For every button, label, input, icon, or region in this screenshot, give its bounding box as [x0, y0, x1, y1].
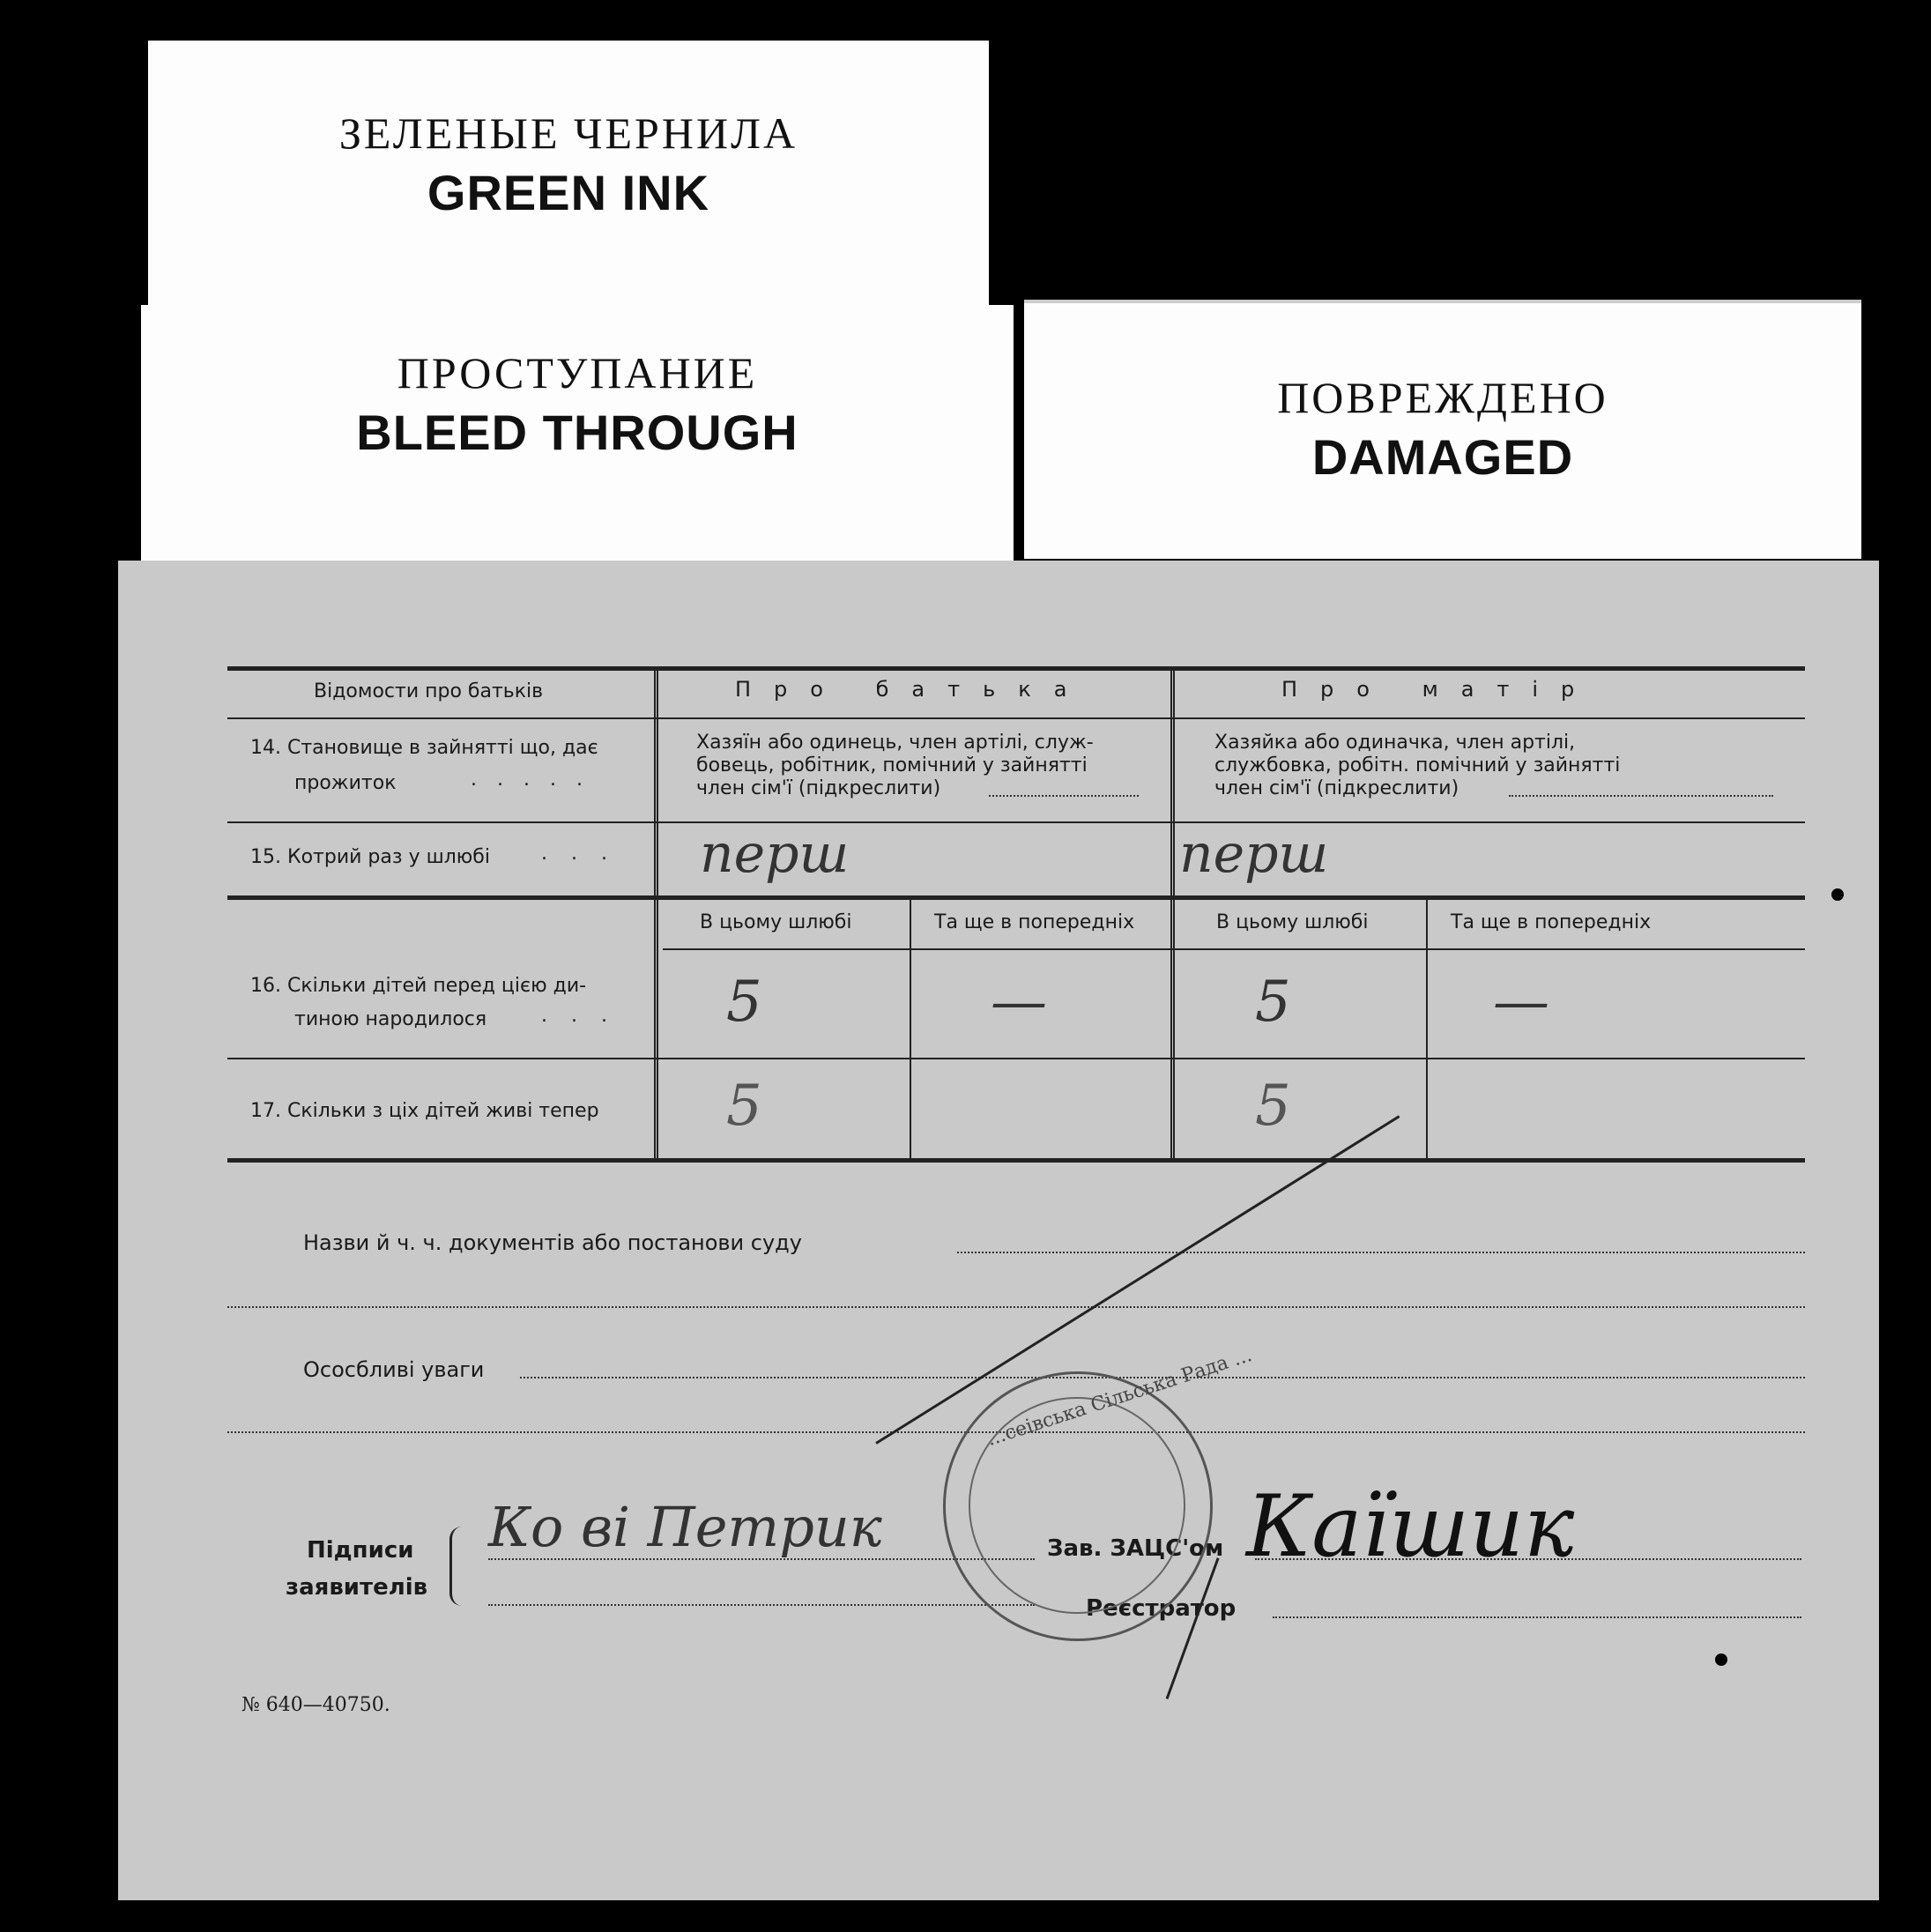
- col-divider-father-sub: [910, 899, 911, 1160]
- bleed-through-ru: ПРОСТУПАНИЕ: [397, 348, 758, 398]
- row14-mother-dotted: [1509, 795, 1773, 797]
- header-parents-info: Відомости про батьків: [314, 680, 544, 702]
- row14-label: 14. Становище в зайнятті що, дає: [250, 737, 598, 759]
- signatures-label-cont: заявителів: [286, 1574, 428, 1601]
- row16-mother-prev: —: [1493, 970, 1549, 1035]
- row14-father-line2: бовець, робітник, помічний у зайнятті: [696, 754, 1088, 777]
- row14-rule: [227, 821, 1805, 823]
- subheader-father-this: В цьому шлюбі: [700, 911, 852, 933]
- table-header-rule: [227, 717, 1805, 719]
- applicant-line-2: [488, 1604, 1035, 1606]
- row14-mother-line2: службовка, робітн. помічний у зайнятті: [1214, 754, 1621, 777]
- documents-label: Назви й ч. ч. документів або постанови суду: [303, 1230, 802, 1255]
- subheader-mother-this: В цьому шлюбі: [1216, 911, 1369, 933]
- signatures-label: Підписи: [307, 1537, 414, 1564]
- punch-hole: [1715, 1653, 1727, 1666]
- bleed-through-en: BLEED THROUGH: [356, 405, 798, 460]
- row16-father-prev: —: [991, 970, 1047, 1035]
- row14-mother-line3: член сім'ї (підкреслити): [1214, 777, 1459, 799]
- registrar-label: Реєстратор: [1086, 1595, 1237, 1622]
- subheader-mother-prev: Та ще в попередніх: [1451, 911, 1652, 933]
- green-ink-en: GREEN INK: [427, 165, 710, 220]
- row15-rule: [227, 895, 1805, 900]
- subheader-rule: [663, 948, 1805, 950]
- documents-line: [957, 1252, 1805, 1253]
- header-father: Про батька: [735, 677, 1090, 702]
- record-form: [118, 561, 1879, 1900]
- subheader-father-prev: Та ще в попередніх: [934, 911, 1135, 933]
- registrar-line: [1273, 1616, 1801, 1618]
- table-bottom-rule: [227, 1158, 1805, 1163]
- row14-father-dotted: [989, 795, 1139, 797]
- remarks-label: Ососбливі уваги: [303, 1357, 485, 1382]
- village-council-stamp: [943, 1344, 1255, 1641]
- row16-rule: [227, 1058, 1805, 1059]
- row16-dots: . . .: [541, 1005, 616, 1027]
- punch-hole: [1831, 888, 1844, 901]
- green-ink-ru: ЗЕЛЕНЫЕ ЧЕРНИЛА: [338, 108, 798, 158]
- damaged-card: [1024, 300, 1861, 559]
- registrar-signature: Каїшик: [1246, 1477, 1575, 1576]
- green-ink-card: [148, 41, 989, 305]
- row15-dots: . . .: [541, 843, 616, 865]
- row14-label-cont: прожиток: [294, 772, 397, 794]
- row15-father-handwritten: перш: [700, 823, 850, 885]
- row16-father-this: 5: [726, 970, 762, 1035]
- damaged-en: DAMAGED: [1311, 429, 1574, 485]
- row14-father-line3: член сім'ї (підкреслити): [696, 777, 941, 799]
- row16-label: 16. Скільки дітей перед цією ди-: [250, 975, 587, 997]
- row14-dots: . . . . .: [471, 769, 590, 791]
- row17-mother-this: 5: [1255, 1074, 1291, 1139]
- form-number: № 640—40750.: [241, 1694, 390, 1716]
- damaged-ru: ПОВРЕЖДЕНО: [1277, 373, 1608, 422]
- row16-label-cont: тиною народилося: [294, 1008, 487, 1030]
- bleed-through-card: [141, 305, 1014, 569]
- stamp-text: ...сеівська Сільська Рада ...: [984, 1344, 1255, 1451]
- row17-label: 17. Скільки з ціх дітей живі тепер: [250, 1100, 599, 1122]
- header-mother: Про матір: [1281, 677, 1598, 702]
- table-top-rule: [227, 666, 1805, 671]
- signatures-brace: [449, 1527, 464, 1606]
- applicant-signature: Ко ві Петрик: [488, 1495, 882, 1559]
- documents-line-2: [227, 1306, 1805, 1308]
- col-divider-mother: [1170, 670, 1175, 1160]
- row17-father-this: 5: [726, 1074, 762, 1139]
- row15-mother-handwritten: перш: [1179, 823, 1329, 885]
- row14-mother-line1: Хазяйка або одиначка, член артілі,: [1214, 732, 1576, 754]
- row16-mother-this: 5: [1255, 970, 1291, 1035]
- col-divider-mother-sub: [1426, 899, 1428, 1160]
- row14-father-line1: Хазяїн або одинець, член артілі, служ-: [696, 732, 1094, 754]
- head-label: Зав. ЗАЦС'ом: [1047, 1535, 1224, 1562]
- row15-label: 15. Котрий раз у шлюбі: [250, 846, 490, 868]
- col-divider-father: [654, 670, 658, 1160]
